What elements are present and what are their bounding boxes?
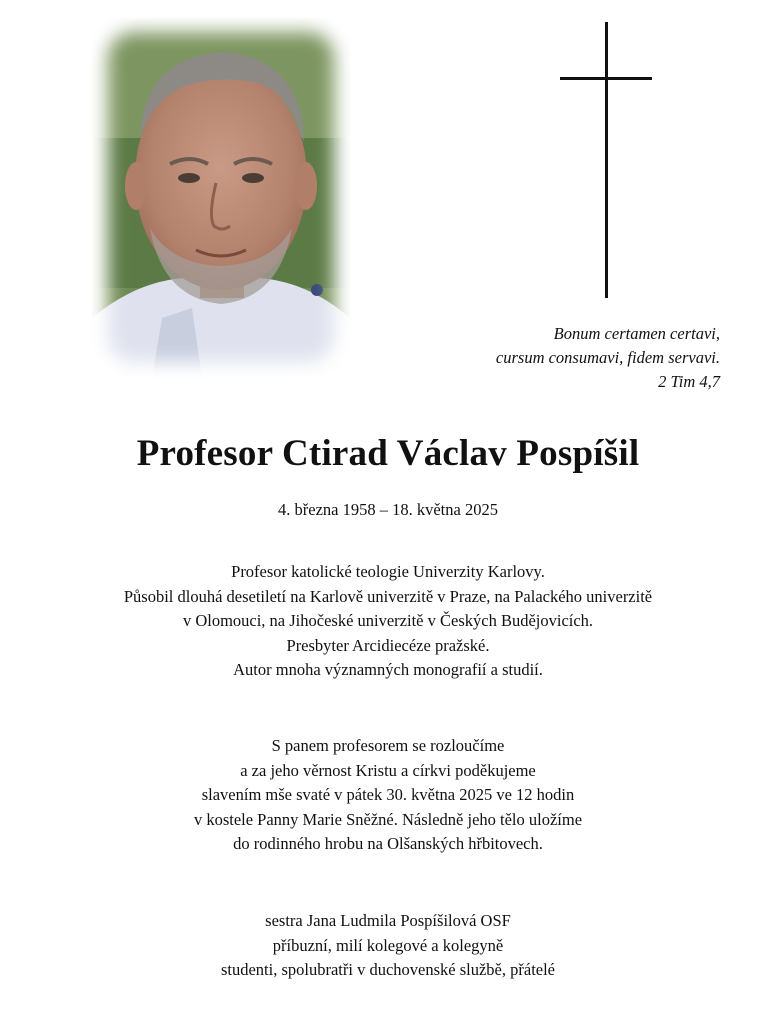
mourners-line: studenti, spolubratři v duchovenské službě, přátelé — [220, 960, 556, 979]
quote-line: Bonum certamen certavi, — [553, 324, 720, 343]
quote-reference: 2 Tim 4,7 — [658, 372, 720, 391]
biography-line: Presbyter Arcidiecéze pražské. — [286, 635, 490, 655]
quote-line: cursum consumavi, fidem servavi. — [495, 348, 720, 367]
cross-icon — [555, 22, 655, 300]
mourners-line: příbuzní, milí kolegové a kolegyně — [272, 935, 504, 955]
deceased-name: Profesor Ctirad Václav Pospíšil — [136, 433, 640, 474]
ceremony-line: S panem profesorem se rozloučíme — [271, 736, 505, 755]
scripture-quote — [496, 322, 720, 394]
portrait-photo — [92, 18, 350, 378]
ceremony-line: a za jeho věrnost Kristu a církvi poděkujeme — [240, 760, 536, 780]
mourners-line: sestra Jana Ludmila Pospíšilová OSF — [265, 911, 511, 930]
ceremony-paragraph — [0, 734, 776, 857]
biography-line: v Olomouci, na Jihočeské univerzitě v Českých Budějovicích. — [182, 611, 594, 630]
ceremony-line: slavením mše svaté v pátek 30. května 2025 ve 12 hodin — [201, 785, 575, 804]
biography-line: Působil dlouhá desetiletí na Karlově univerzitě v Praze, na Palackého univerzitě — [123, 586, 653, 606]
mourners-paragraph — [0, 909, 776, 983]
ceremony-line: do rodinného hrobu na Olšanských hřbitovech. — [233, 834, 543, 853]
life-dates: 4. března 1958 – 18. května 2025 — [278, 500, 498, 519]
biography-line: Profesor katolické teologie Univerzity Karlovy. — [231, 562, 545, 581]
biography-paragraph — [0, 560, 776, 683]
ceremony-line: v kostele Panny Marie Sněžné. Následně jeho tělo uložíme — [193, 809, 583, 829]
biography-line: Autor mnoha významných monografií a studií. — [233, 660, 543, 679]
